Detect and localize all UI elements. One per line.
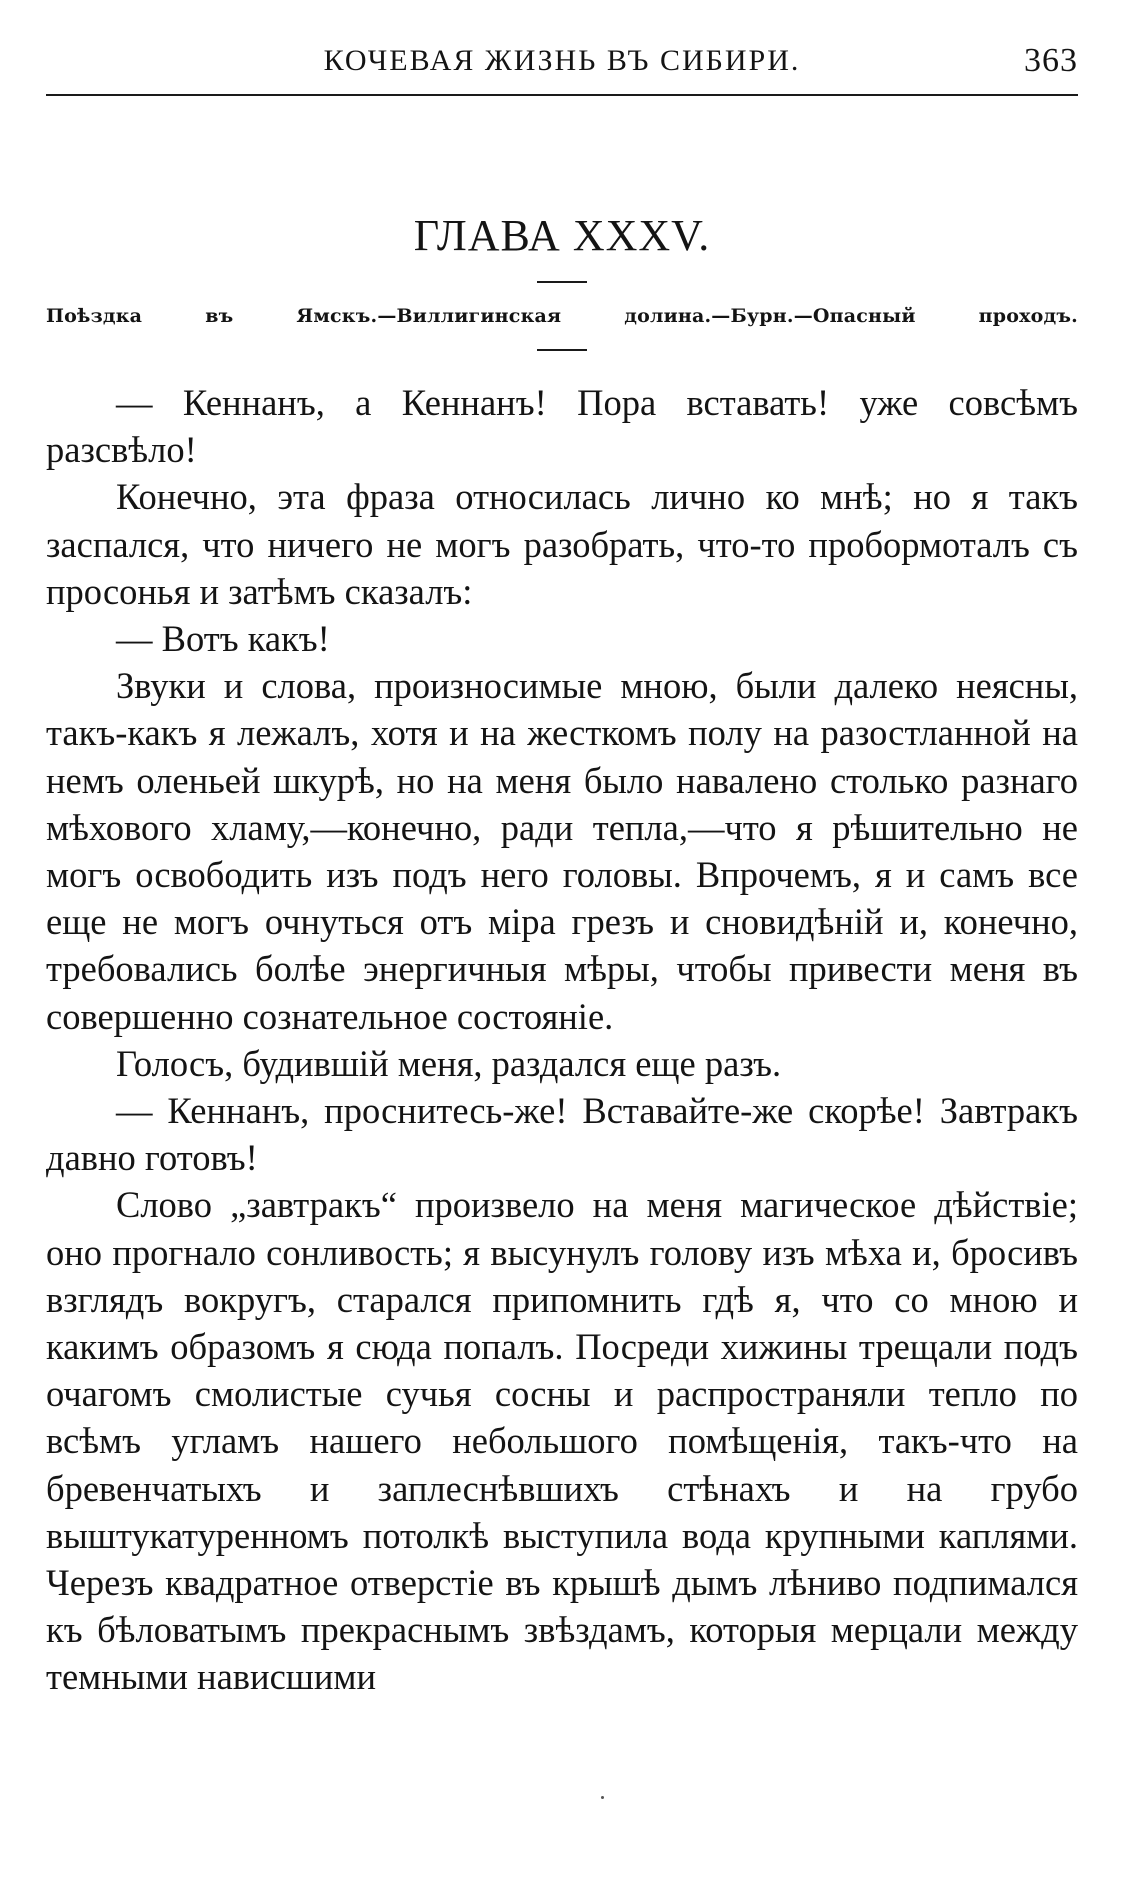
chapter-title: ГЛАВА XXXV. <box>413 211 711 260</box>
synopsis-rule <box>537 349 587 351</box>
body-text <box>46 379 1078 1701</box>
paragraph: Звуки и слова, произносимые мною, были далеко неясны, такъ-какъ я лежалъ, хотя и на жесткомъ полу на разостланной на немъ оленьей шкурѣ, но на меня было навалено столько разнаго мѣхового хламу,—конечно, ради тепла,—что я рѣшительно не могъ освободить изъ подъ него головы. Впрочемъ, я и самъ все еще не могъ очнуться отъ міра грезъ и сновидѣній и, конечно, требовались болѣе энергичныя мѣры, чтобы привести меня въ совершенно сознательное состояніе. <box>46 665 1078 1037</box>
chapter-synopsis: Поѣздка въ Ямскъ.—Виллигинская долина.—Бурн.—Опасный проходъ. <box>46 305 1078 327</box>
paragraph: — Кеннанъ, а Кеннанъ! Пора вставать! уже совсѣмъ разсвѣло! <box>46 382 1078 471</box>
paragraph: Голосъ, будившій меня, раздался еще разъ. <box>116 1042 782 1084</box>
running-header <box>46 38 1078 96</box>
paragraph: Слово „завтракъ“ произвело на меня магическое дѣйствіе; оно прогнало сонливость; я высунулъ голову изъ мѣха и, бросивъ взглядъ вокругъ, старался припомнить гдѣ я, что со мною и какимъ образомъ я сюда попалъ. Посреди хижины трещали подъ очагомъ смолистые сучья сосны и распространяли тепло по всѣмъ угламъ нашего небольшого помѣщенія, такъ-что на бревенчатыхъ и заплеснѣвшихъ стѣнахъ и на грубо выштукатуренномъ потолкѣ выступила вода крупными каплями. Черезъ квадратное отверстіе въ крышѣ дымъ лѣниво подпимался къ бѣловатымъ прекраснымъ звѣздамъ, которыя мерцали между темными нависшими <box>46 1184 1078 1698</box>
paragraph: Конечно, эта фраза относилась лично ко мнѣ; но я такъ заспался, что ничего не могъ разобрать, что-то пробормоталъ съ просонья и затѣмъ сказалъ: <box>46 476 1078 612</box>
page-number: 363 <box>1024 42 1078 79</box>
ink-speck <box>601 1796 604 1799</box>
paragraph: — Вотъ какъ! <box>116 618 330 660</box>
book-page <box>46 38 1078 1701</box>
paragraph: — Кеннанъ, проснитесь-же! Вставайте-же скорѣе! Завтракъ давно готовъ! <box>46 1090 1078 1179</box>
running-title: КОЧЕВАЯ ЖИЗНЬ ВЪ СИБИРИ. <box>323 44 801 77</box>
chapter-rule <box>537 281 587 283</box>
